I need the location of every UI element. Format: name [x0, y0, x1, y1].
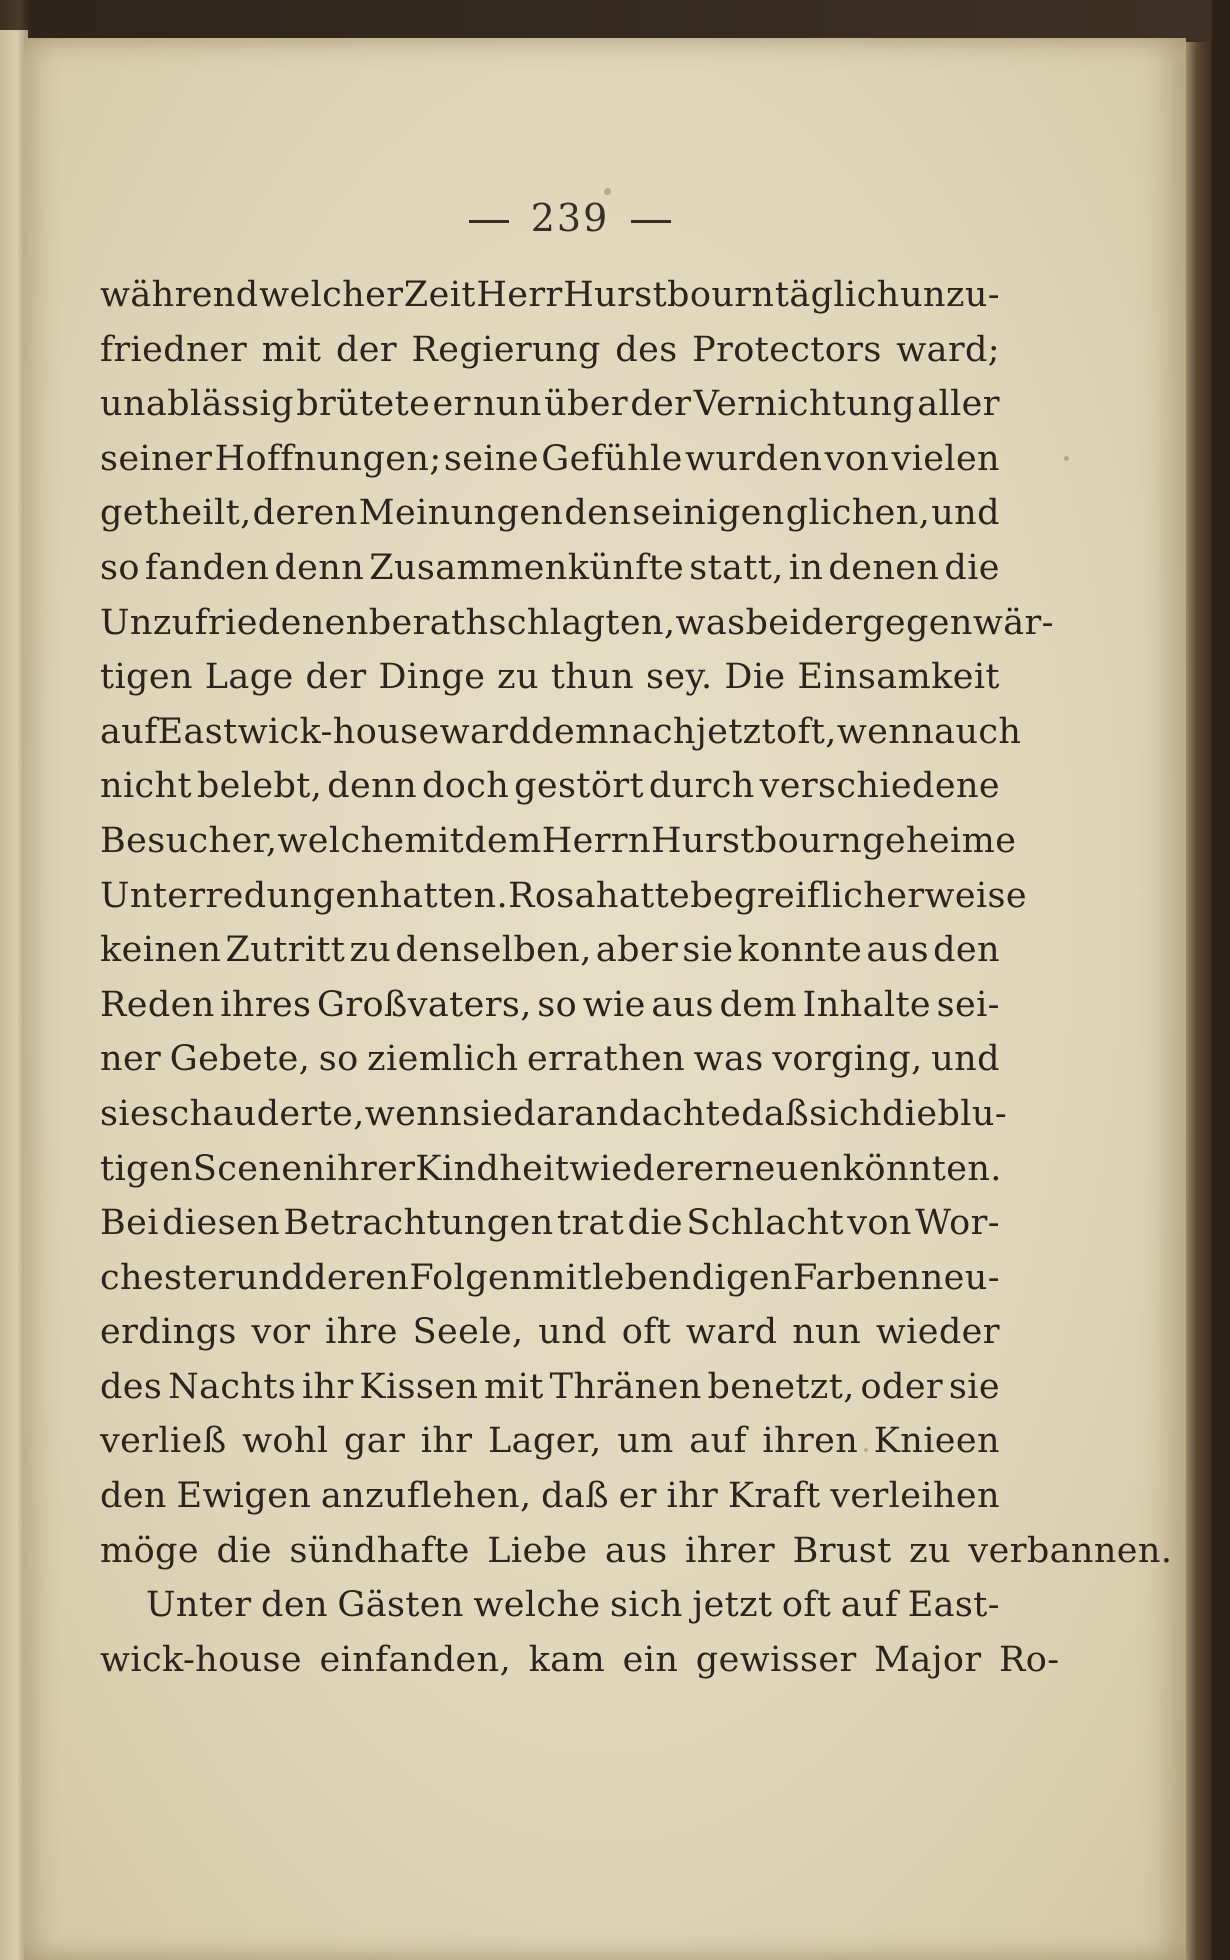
text-line: so fanden denn Zusammenkünfte statt, in denen die: [100, 547, 1000, 588]
text-line: unablässig brütete er nun über der Vernichtung aller: [100, 384, 1000, 425]
text-line: Unzufriedenen berathschlagten, was bei der gegenwär-: [100, 602, 1054, 643]
text-line: auf Eastwick-house ward demnach jetzt oft, wenn auch: [100, 711, 1022, 752]
text-line: Reden ihres Großvaters, so wie aus dem Inhalte sei-: [100, 984, 1000, 1025]
text-line: Bei diesen Betrachtungen trat die Schlacht von Wor-: [100, 1203, 1000, 1244]
book-cover-edge: [1212, 0, 1230, 1960]
foxing-spot: [604, 188, 611, 195]
text-line: des Nachts ihr Kissen mit Thränen benetzt, oder sie: [100, 1366, 1000, 1407]
right-page-edge: [1186, 42, 1212, 1960]
text-line: Unter den Gästen welche sich jetzt oft auf East-: [146, 1585, 1000, 1626]
foxing-spot: [1064, 456, 1069, 461]
text-line: chester und deren Folgen mit lebendigen Farben neu-: [100, 1257, 1000, 1298]
text-line: Besucher, welche mit dem Herrn Hurstbourn geheime: [100, 820, 1017, 861]
text-line: keinen Zutritt zu denselben, aber sie konnte aus den: [100, 930, 1000, 971]
header-dash-right: [631, 220, 671, 223]
text-line: den Ewigen anzuflehen, daß er ihr Kraft verleihen: [100, 1476, 1000, 1517]
header-dash-left: [469, 220, 509, 223]
text-line: sie schauderte, wenn sie daran dachte daß sich die blu-: [100, 1093, 1008, 1134]
text-line: verließ wohl gar ihr Lager, um auf ihren Knieen: [100, 1421, 1000, 1462]
text-line: ner Gebete, so ziemlich errathen was vorging, und: [100, 1039, 1000, 1080]
text-line: während welcher Zeit Herr Hurstbourn täglich unzu-: [100, 275, 1000, 315]
text-line: Unterredungen hatten. Rosa hatte begreiflicherweise: [100, 875, 1028, 916]
text-line: erdings vor ihre Seele, und oft ward nun wieder: [100, 1312, 1000, 1353]
page-body-text: [100, 268, 1173, 1687]
page-number: 239: [530, 196, 610, 240]
text-line: wick-house einfanden, kam ein gewisser Major Ro-: [100, 1639, 1060, 1680]
text-line: tigen Scenen ihrer Kindheit wieder erneuen könnten.: [100, 1148, 1002, 1189]
text-line: tigen Lage der Dinge zu thun sey. Die Einsamkeit: [100, 657, 1000, 698]
text-line: nicht belebt, denn doch gestört durch verschiedene: [100, 766, 1000, 807]
text-line: seiner Hoffnungen; seine Gefühle wurden von vielen: [100, 438, 1000, 479]
text-line: möge die sündhafte Liebe aus ihrer Brust zu verbannen.: [100, 1530, 1173, 1571]
page-header: [440, 196, 700, 246]
text-line: getheilt, deren Meinungen den seinigen glichen, und: [100, 493, 1000, 534]
text-line: friedner mit der Regierung des Protectors ward;: [100, 329, 1000, 370]
